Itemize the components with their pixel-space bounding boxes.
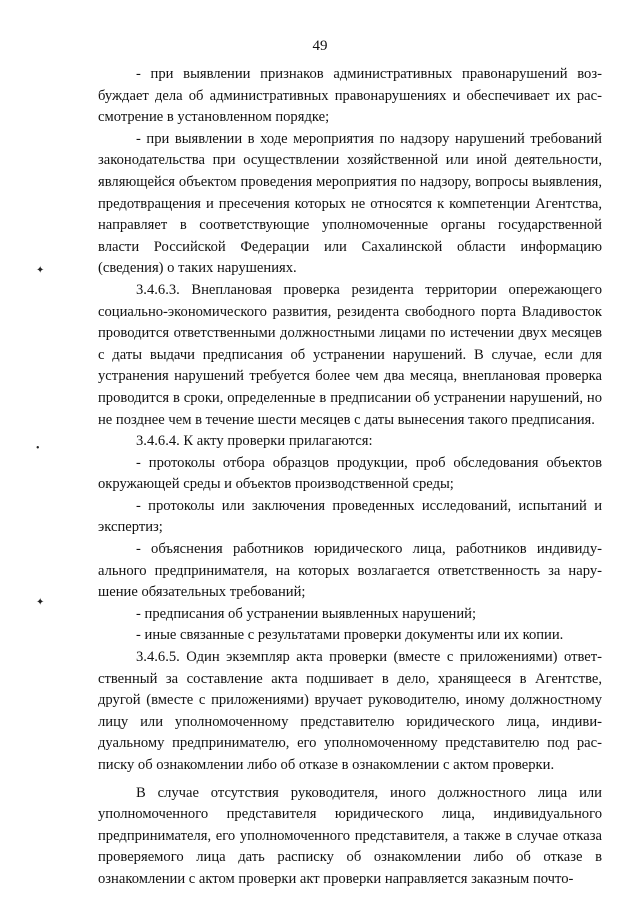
paragraph: - при выявлении признаков административных правонарушений возбуждает дела об административных правонарушениях и обеспечивает их рассмотрение в установленном порядке; bbox=[98, 66, 602, 126]
paragraph: - при выявлении в ходе мероприятия по надзору нарушений требований законодательства при осуществлении хозяйственной или иной деятельности, являющейся объектом проведения мероприятия по надзору, вопросы выявления, предотвращения и пресечения которых не относятся к компетенции Агентства, направляет в соответствующие уполномоченные органы государственной власти Российской Федерации или Сахалинской области информацию (сведения) о таких нарушениях. bbox=[98, 130, 602, 277]
paragraph: В случае отсутствия руководителя, иного должностного лица или уполномоченного представителя юридического лица, индивидуального предпринимателя, его уполномоченного представителя, а также в случае отказа проверяемого лица дать расписку об ознакомлении либо об отказе в ознакомлении с актом проверки акт проверки направляется заказным почто- bbox=[98, 784, 602, 887]
paragraph: 3.4.6.4. К акту проверки прилагаются: bbox=[136, 433, 373, 450]
margin-mark: ✦ bbox=[36, 265, 45, 276]
paragraph: - объяснения работников юридического лица, работников индивидуального предпринимателя, на которых возлагается ответственность за нарушение обязательных требований; bbox=[98, 541, 602, 601]
paragraph: - протоколы или заключения проведенных исследований, испытаний и экспертиз; bbox=[98, 497, 602, 536]
page-number: 49 bbox=[312, 38, 328, 54]
paragraph: - предписания об устранении выявленных нарушений; bbox=[136, 605, 477, 622]
paragraph: - протоколы отбора образцов продукции, проб обследования объектов окружающей среды и объектов производственной среды; bbox=[98, 454, 602, 493]
document-body bbox=[98, 64, 602, 891]
margin-mark: ✦ bbox=[36, 597, 45, 608]
paragraph: 3.4.6.5. Один экземпляр акта проверки (вместе с приложениями) ответственный за составление акта подшивает в дело, хранящееся в Агентстве, другой (вместе с приложениями) вручает руководителю, иному должностному лицу или уполномоченному представителю юридического лица, индивидуальному предпринимателю, его уполномоченному представителю под расписку об ознакомлении либо об отказе в ознакомлении с актом проверки. bbox=[98, 649, 602, 773]
margin-mark: • bbox=[36, 443, 40, 454]
paragraph: 3.4.6.3. Внеплановая проверка резидента территории опережающего социально-экономического развития, резидента свободного порта Владивосток проводится ответственными должностными лицами по истечении двух месяцев с даты выдачи предписания об устранении нарушений. В случае, если для устранения нарушений требуется более чем два месяца, внеплановая проверка проводится в сроки, определенные в предписании об устранении нарушений, но не позднее чем в течение шести месяцев с даты вынесения такого предписания. bbox=[98, 281, 602, 428]
paragraph: - иные связанные с результатами проверки документы или их копии. bbox=[136, 627, 564, 644]
